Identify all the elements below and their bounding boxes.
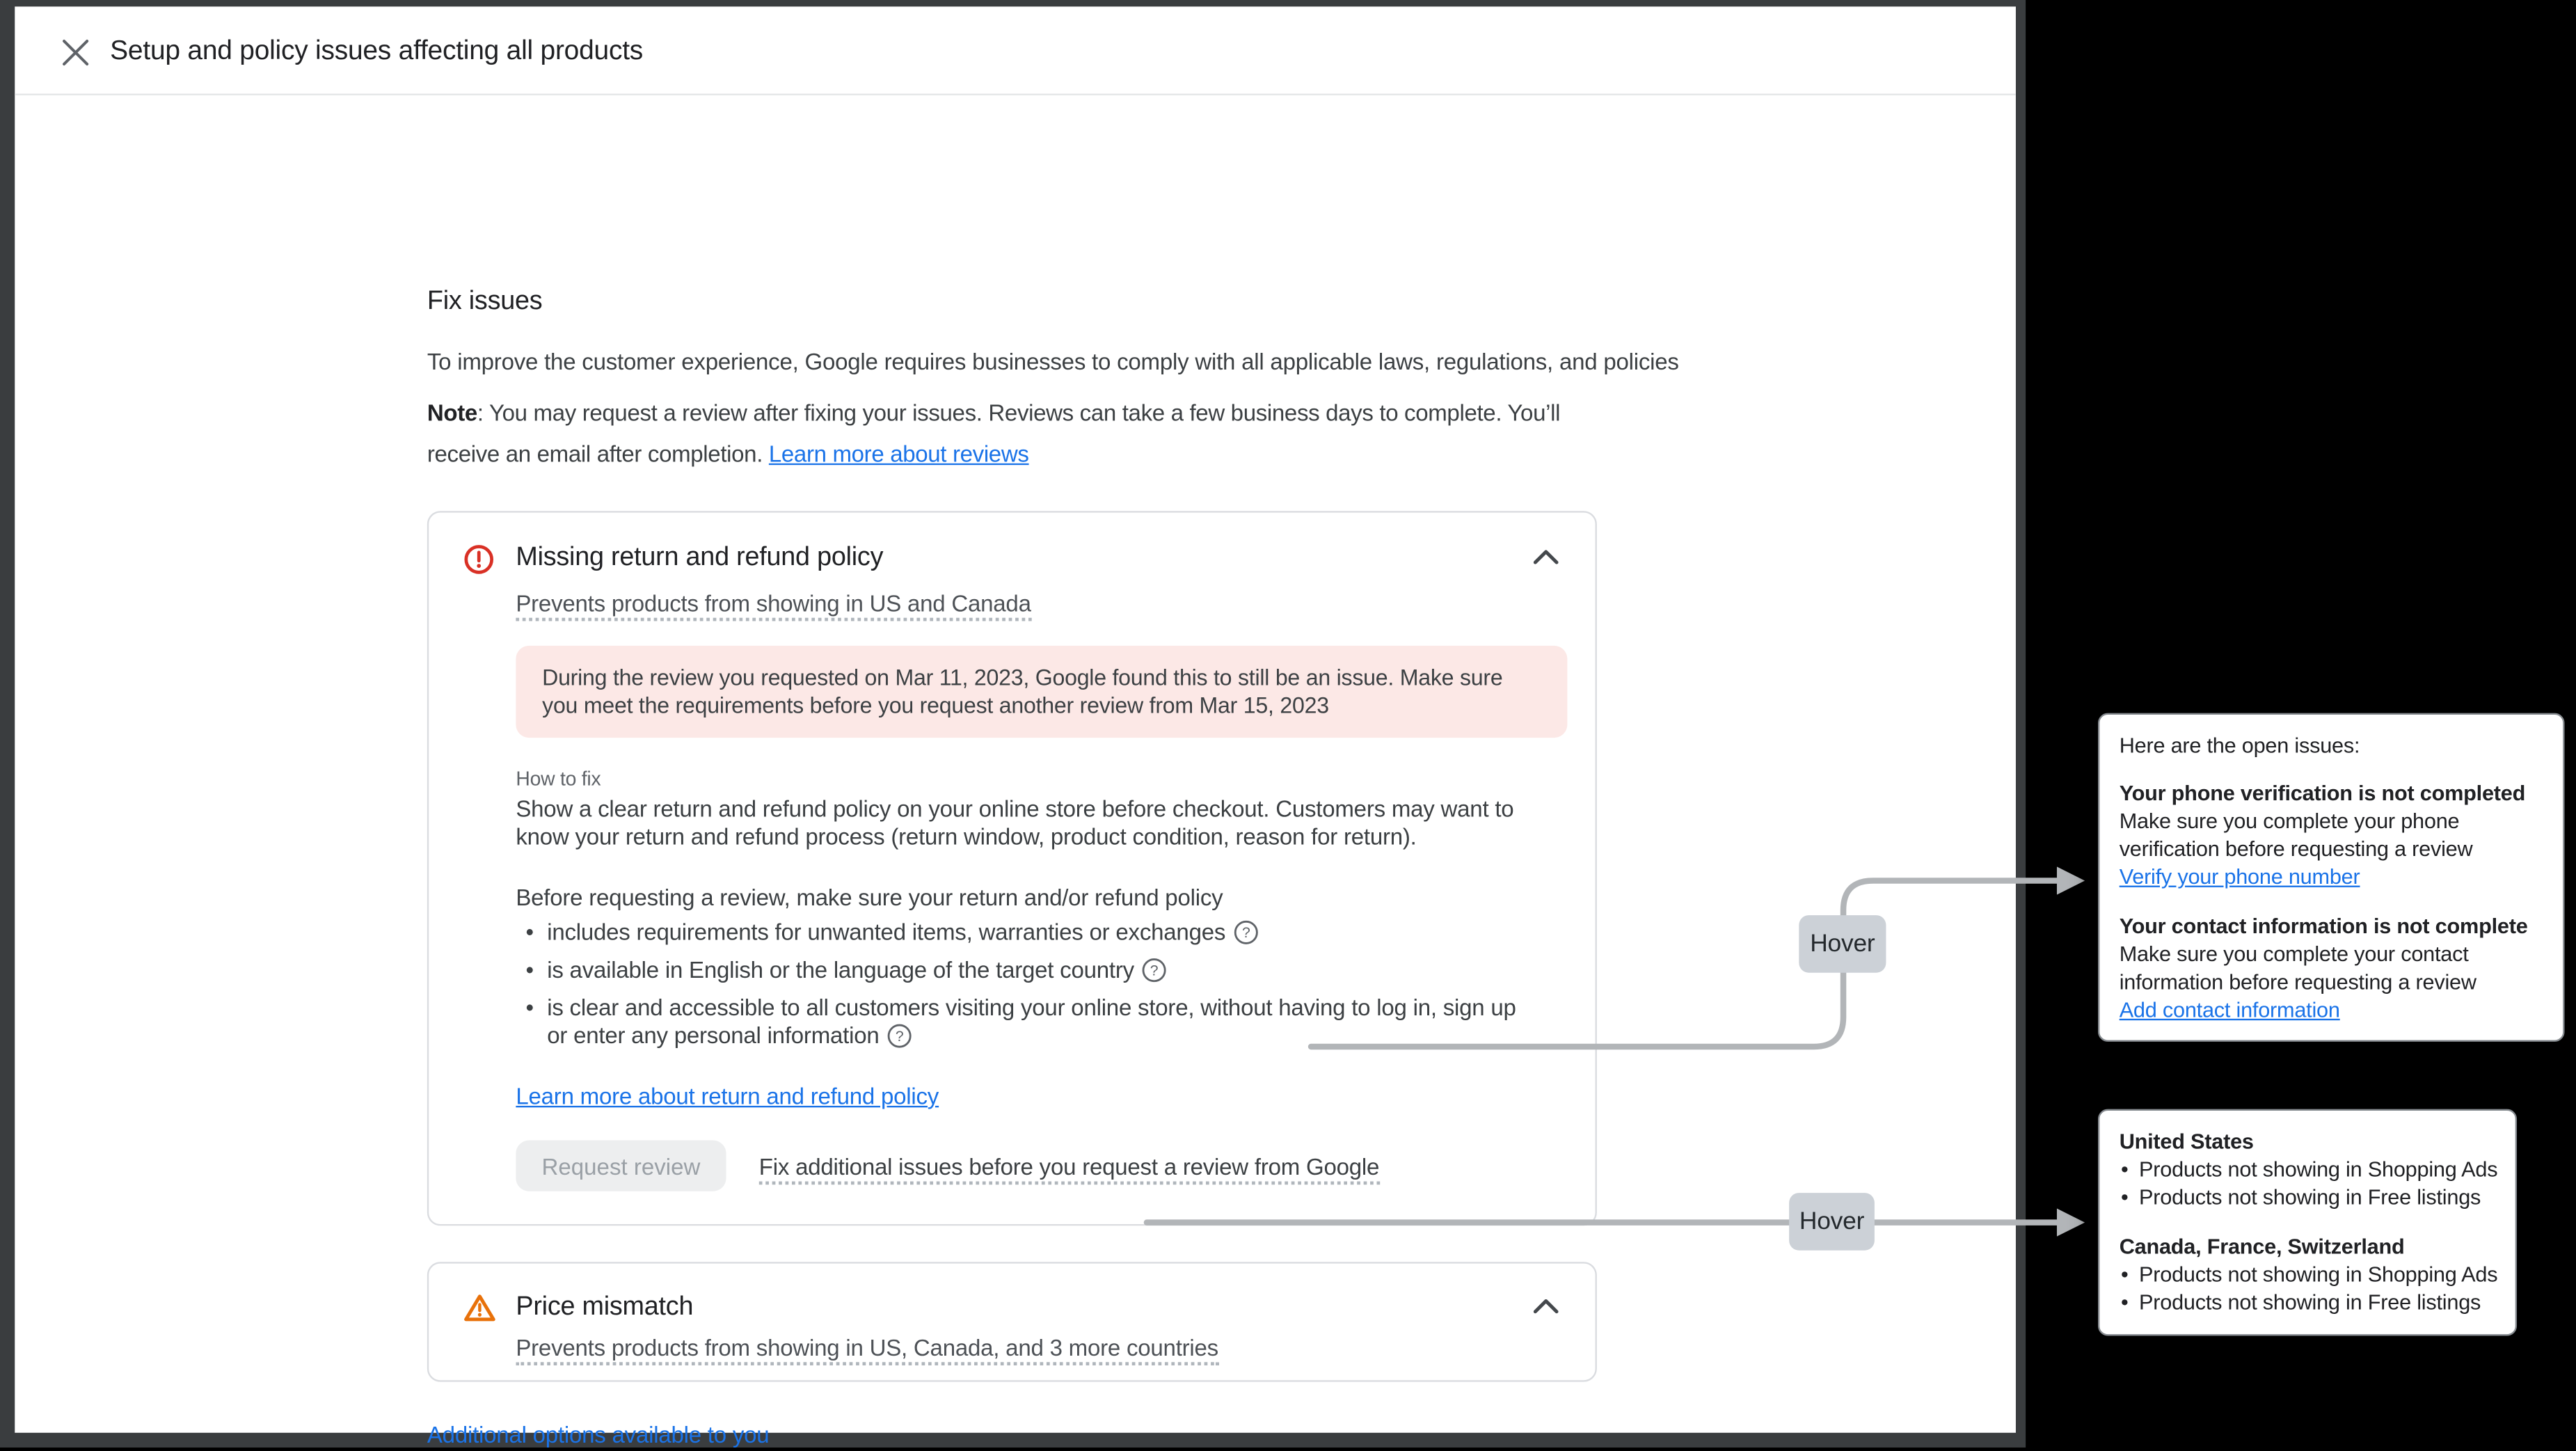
dialog-content: [427, 283, 1679, 1451]
tooltip-section: Canada, France, Switzerland • Products not showing in Shopping Ads • Products not showing in Free listings: [2120, 1232, 2496, 1316]
tooltip-intro: Here are the open issues:: [2119, 733, 2360, 758]
intro-description: To improve the customer experience, Google requires businesses to comply with all applicable laws, regulations, and policies: [427, 348, 1679, 375]
tooltip-section: Your phone verification is not completed Make sure you complete your phone verification before requesting a review Verify your phone number: [2120, 779, 2543, 891]
setup-policy-dialog: [15, 6, 2016, 1448]
close-icon[interactable]: [61, 38, 90, 67]
note-label: Note: [427, 399, 477, 426]
learn-more-reviews-link[interactable]: Learn more about reviews: [768, 440, 1029, 467]
learn-more-return-policy-link[interactable]: Learn more about return and refund policy: [516, 1082, 939, 1109]
issue-card-header: [463, 541, 1561, 577]
issue-card-price-mismatch: [427, 1262, 1597, 1381]
tooltip-bullet: • Products not showing in Free listings: [2120, 1288, 2496, 1316]
collapse-chevron-up-icon[interactable]: [1533, 544, 1559, 560]
tooltip-bullet: • Products not showing in Shopping Ads: [2120, 1260, 2496, 1288]
svg-text:?: ?: [1241, 924, 1250, 942]
help-icon[interactable]: [1143, 958, 1167, 989]
issue-title: Missing return and refund policy: [516, 544, 884, 572]
tooltip-body: Make sure you complete your contact information before requesting a review: [2119, 941, 2476, 994]
tooltip-body: Make sure you complete your phone verification before requesting a review: [2119, 808, 2473, 862]
issue-subtitle[interactable]: Prevents products from showing in US, Canada, and 3 more countries: [516, 1331, 1561, 1363]
note-paragraph: [427, 393, 1616, 475]
help-icon[interactable]: [887, 1024, 912, 1055]
note-text: : You may request a review after fixing your issues. Reviews can take a few business days to complete. You’ll receive an email after completion.: [427, 399, 1561, 467]
hover-annotation-badge: Hover: [1789, 1193, 1875, 1251]
arrowhead-icon: [2057, 1209, 2085, 1237]
issue-title: Price mismatch: [516, 1293, 694, 1322]
hover-annotation-badge: Hover: [1799, 915, 1886, 973]
review-alert-banner: During the review you requested on Mar 11, 2023, Google found this to still be an issue. Make sure you meet the requirements before you request another review from Mar 15, 2023: [516, 646, 1567, 738]
fix-issues-heading: Fix issues: [427, 287, 543, 316]
dialog-header: [15, 6, 2016, 95]
error-icon: [463, 543, 496, 574]
warning-icon: [463, 1293, 496, 1322]
checklist-item: • includes requirements for unwanted items, warranties or exchanges ?: [516, 919, 1534, 951]
tooltip-bullet: • Products not showing in Free listings: [2120, 1183, 2496, 1211]
issue-card-header: [463, 1290, 1561, 1326]
collapse-chevron-up-icon[interactable]: [1533, 1293, 1559, 1310]
checklist-intro: Before requesting a review, make sure your return and/or refund policy: [516, 884, 1223, 910]
checklist-item: • is clear and accessible to all customers visiting your online store, without having to log in, sign up or enter any personal information ?: [516, 994, 1534, 1054]
open-issues-tooltip: [2098, 713, 2565, 1042]
checklist-item: • is available in English or the language of the target country ?: [516, 956, 1534, 989]
request-review-row: [516, 1141, 1561, 1191]
svg-text:?: ?: [1150, 962, 1159, 979]
tooltip-bullet: • Products not showing in Shopping Ads: [2120, 1155, 2496, 1183]
checklist: [516, 919, 1534, 1055]
how-to-fix-label: How to fix: [516, 767, 601, 791]
help-icon[interactable]: [1234, 920, 1258, 951]
fix-additional-issues-note[interactable]: Fix additional issues before you request a review from Google: [759, 1150, 1379, 1182]
add-contact-info-link[interactable]: Add contact information: [2119, 997, 2340, 1022]
svg-text:?: ?: [896, 1027, 904, 1045]
how-to-fix-text: Show a clear return and refund policy on your online store before checkout. Customers may want to know your return and refund process (return window, product condition, reason for return).: [516, 795, 1514, 850]
arrowhead-icon: [2057, 866, 2085, 894]
page-title: Setup and policy issues affecting all products: [110, 35, 644, 65]
countries-tooltip: [2098, 1109, 2517, 1336]
tooltip-section: Your contact information is not complete Make sure you complete your contact information before requesting a review Add contact information: [2120, 912, 2543, 1024]
issue-card-return-refund-policy: [427, 511, 1597, 1226]
tooltip-section: United States • Products not showing in Shopping Ads • Products not showing in Free listings: [2120, 1127, 2496, 1211]
request-review-button[interactable]: Request review: [516, 1141, 726, 1191]
issue-subtitle[interactable]: Prevents products from showing in US and Canada: [516, 587, 1561, 619]
verify-phone-link[interactable]: Verify your phone number: [2119, 864, 2360, 889]
additional-options-link[interactable]: Additional options available to you: [427, 1421, 770, 1448]
